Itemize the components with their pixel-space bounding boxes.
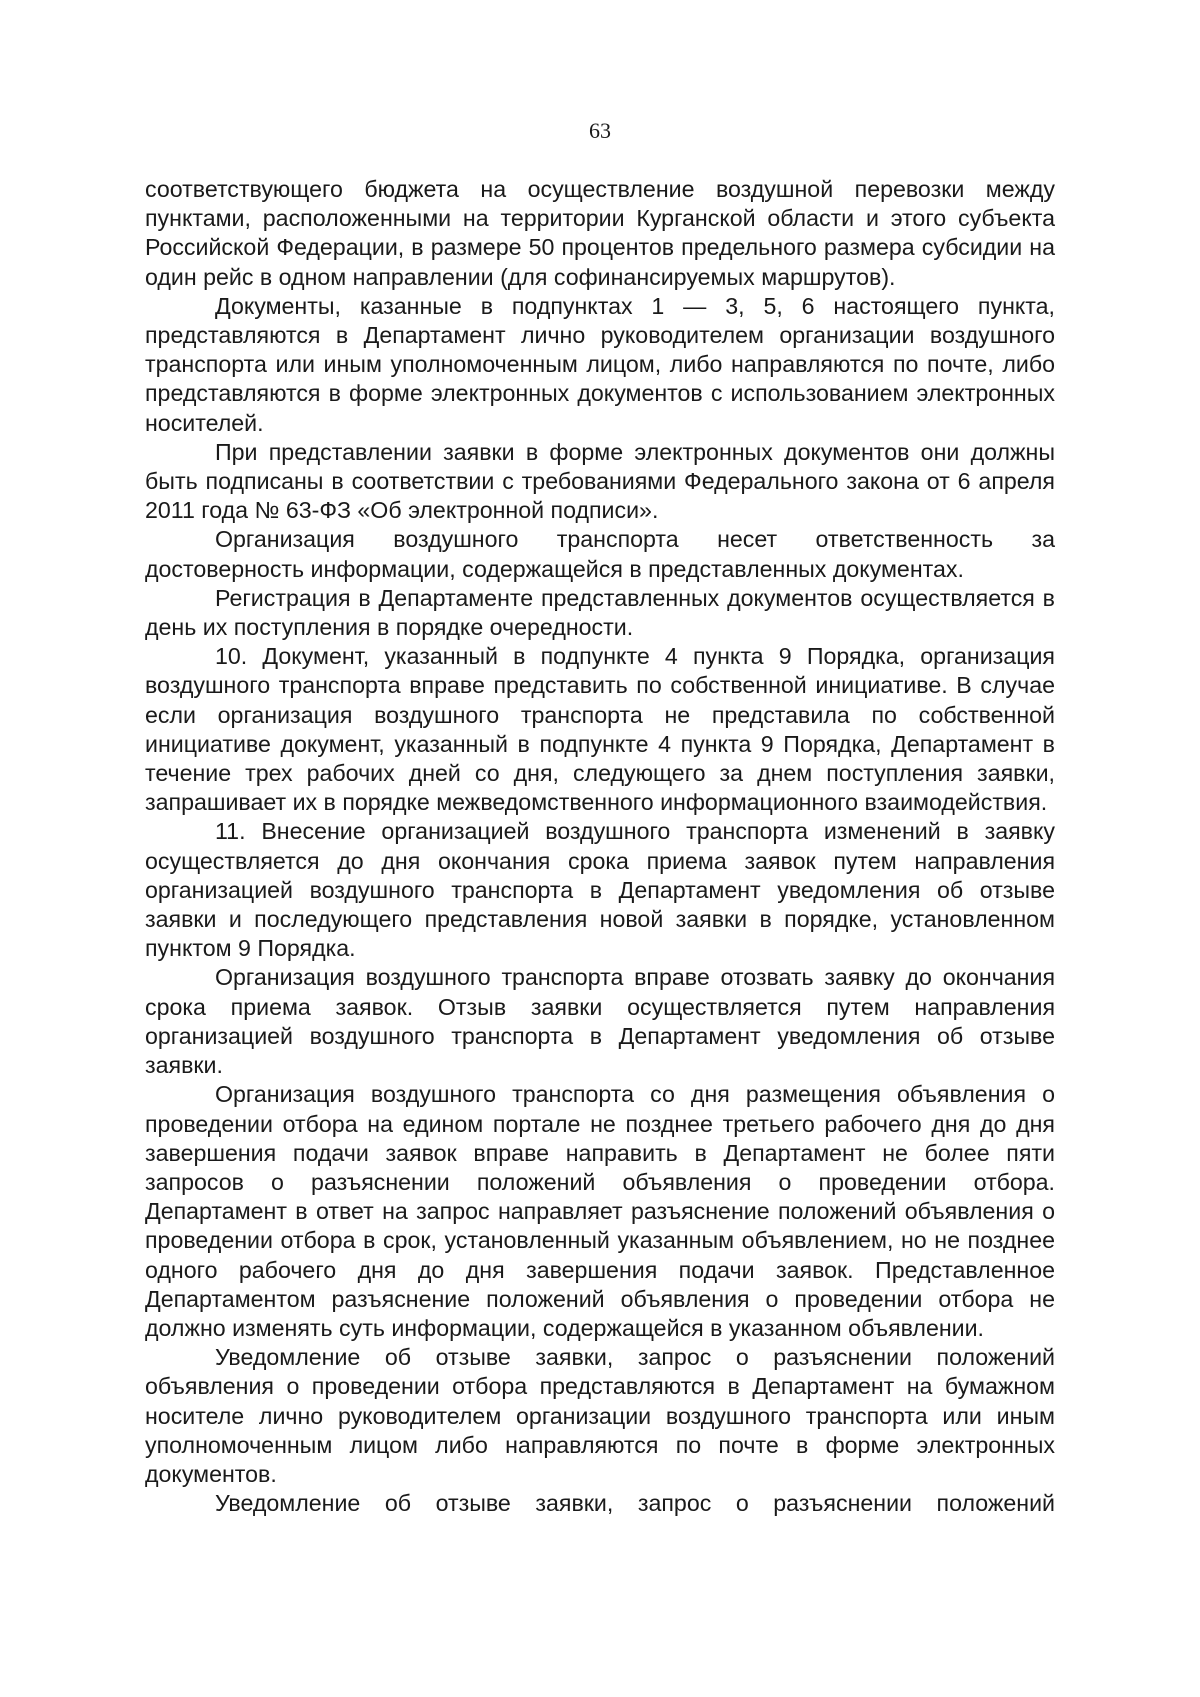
- paragraph-2: Документы, казанные в подпунктах 1 — 3, 5, 6 настоящего пункта, представляются в Департамент лично руководителем организации воздушного транспорта или иным уполномоченным лицом, либо направляются по почте, либо представляются в форме электронных документов с использованием электронных носителей.: [145, 292, 1055, 436]
- paragraph-10: Уведомление об отзыве заявки, запрос о разъяснении положений объявления о проведении отбора представляются в Департамент на бумажном носителе лично руководителем организации воздушного транспорта или иным уполномоченным лицом либо направляются по почте в форме электронных документов.: [145, 1344, 1055, 1487]
- document-body: [145, 175, 1055, 1518]
- paragraph-9: Организация воздушного транспорта со дня размещения объявления о проведении отбора на едином портале не позднее третьего рабочего дня до дня завершения подачи заявок вправе направить в Департамент не более пяти запросов о разъяснении положений объявления о проведении отбора. Департамент в ответ на запрос направляет разъяснение положений объявления о проведении отбора в срок, установленный указанным объявлением, но не позднее одного рабочего дня до дня завершения подачи заявок. Представленное Департаментом разъяснение положений объявления о проведении отбора не должно изменять суть информации, содержащейся в указанном объявлении.: [145, 1081, 1055, 1341]
- page-number: 63: [589, 118, 611, 143]
- paragraph-11: Уведомление об отзыве заявки, запрос о разъяснении положений: [215, 1490, 1055, 1517]
- paragraph-7: 11. Внесение организацией воздушного транспорта изменений в заявку осуществляется до дня окончания срока приема заявок путем направления организацией воздушного транспорта в Департамент уведомления об отзыве заявки и последующего представления новой заявки в порядке, установленном пунктом 9 Порядка.: [145, 818, 1055, 962]
- paragraph-4: Организация воздушного транспорта несет ответственность за достоверность информации, содержащейся в представленных документах.: [145, 526, 1055, 582]
- paragraph-8: Организация воздушного транспорта вправе отозвать заявку до окончания срока приема заявок. Отзыв заявки осуществляется путем направления организацией воздушного транспорта в Департамент уведомления об отзыве заявки.: [145, 964, 1055, 1079]
- paragraph-3: При представлении заявки в форме электронных документов они должны быть подписаны в соответствии с требованиями Федерального закона от 6 апреля 2011 года № 63-ФЗ «Об электронной подписи».: [145, 438, 1055, 524]
- paragraph-1: соответствующего бюджета на осуществление воздушной перевозки между пунктами, расположенными на территории Курганской области и этого субъекта Российской Федерации, в размере 50 процентов предельного размера субсидии на один рейс в одном направлении (для софинансируемых маршрутов).: [145, 176, 1055, 290]
- paragraph-6: 10. Документ, указанный в подпункте 4 пункта 9 Порядка, организация воздушного транспорта вправе представить по собственной инициативе. В случае если организация воздушного транспорта не представила по собственной инициативе документ, указанный в подпункте 4 пункта 9 Порядка, Департамент в течение трех рабочих дней со дня, следующего за днем поступления заявки, запрашивает их в порядке межведомственного информационного взаимодействия.: [145, 643, 1055, 816]
- paragraph-5: Регистрация в Департаменте представленных документов осуществляется в день их поступления в порядке очередности.: [145, 584, 1055, 641]
